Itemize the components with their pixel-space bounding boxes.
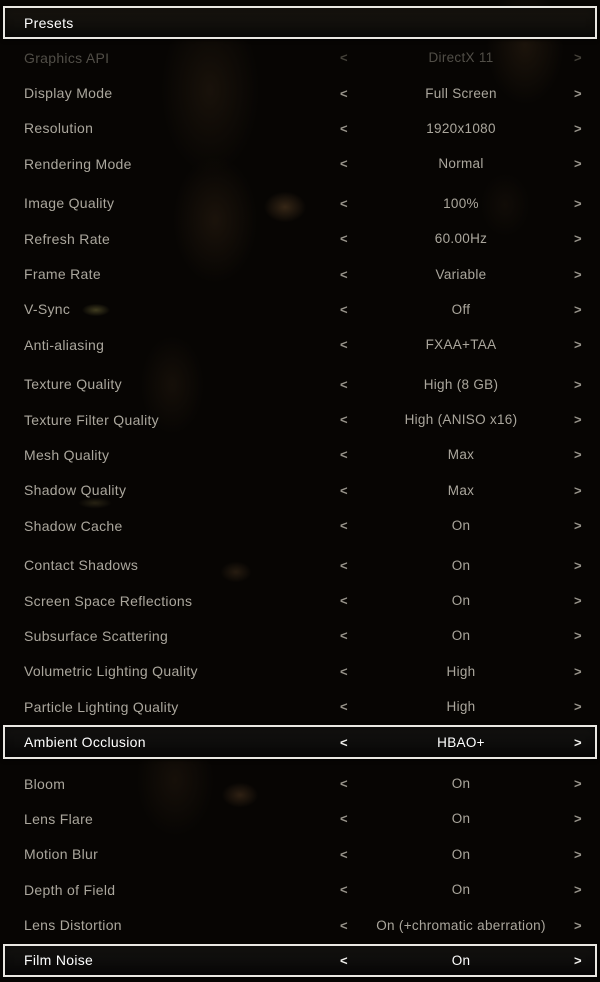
setting-row-shadow-cache[interactable] xyxy=(0,508,600,543)
prev-option-arrow-icon[interactable]: < xyxy=(340,301,348,317)
setting-control xyxy=(338,918,584,933)
prev-option-arrow-icon: < xyxy=(340,50,348,66)
prev-option-arrow-icon[interactable]: < xyxy=(340,628,348,644)
setting-row-graphics-api xyxy=(0,40,600,75)
setting-value: Variable xyxy=(435,266,487,282)
prev-option-arrow-icon[interactable]: < xyxy=(340,557,348,573)
next-option-arrow-icon[interactable]: > xyxy=(574,376,582,392)
setting-control xyxy=(338,377,584,392)
prev-option-arrow-icon[interactable]: < xyxy=(340,699,348,715)
setting-row-anti-aliasing[interactable] xyxy=(0,327,600,362)
setting-control xyxy=(338,121,584,136)
setting-value: High xyxy=(446,663,476,679)
setting-value: FXAA+TAA xyxy=(425,337,497,353)
setting-control xyxy=(338,953,584,968)
setting-control xyxy=(338,882,584,897)
prev-option-arrow-icon[interactable]: < xyxy=(340,337,348,353)
next-option-arrow-icon[interactable]: > xyxy=(574,337,582,353)
setting-label: Mesh Quality xyxy=(24,446,110,463)
presets-row[interactable] xyxy=(3,6,597,39)
prev-option-arrow-icon[interactable]: < xyxy=(340,482,348,498)
prev-option-arrow-icon[interactable]: < xyxy=(340,811,348,827)
setting-value: DirectX 11 xyxy=(428,50,494,66)
next-option-arrow-icon[interactable]: > xyxy=(574,231,582,247)
setting-control xyxy=(338,86,584,101)
setting-control xyxy=(338,699,584,714)
setting-control xyxy=(338,267,584,282)
setting-control xyxy=(338,735,584,750)
setting-row-mesh-quality[interactable] xyxy=(0,437,600,472)
setting-label: Shadow Quality xyxy=(24,482,127,499)
prev-option-arrow-icon[interactable]: < xyxy=(340,412,348,428)
prev-option-arrow-icon[interactable]: < xyxy=(340,231,348,247)
setting-control xyxy=(338,593,584,608)
setting-row-frame-rate[interactable] xyxy=(0,256,600,291)
setting-control xyxy=(338,156,584,171)
prev-option-arrow-icon[interactable]: < xyxy=(340,266,348,282)
setting-label: Graphics API xyxy=(24,49,110,66)
prev-option-arrow-icon[interactable]: < xyxy=(340,776,348,791)
next-option-arrow-icon[interactable]: > xyxy=(574,156,582,172)
setting-row-screen-space-reflections[interactable] xyxy=(0,583,600,618)
setting-label: V-Sync xyxy=(24,301,71,318)
next-option-arrow-icon[interactable]: > xyxy=(574,628,582,644)
setting-label: Contact Shadows xyxy=(24,557,139,574)
next-option-arrow-icon[interactable]: > xyxy=(574,663,582,679)
setting-label: Particle Lighting Quality xyxy=(24,698,179,715)
setting-value: On xyxy=(451,811,471,827)
prev-option-arrow-icon[interactable]: < xyxy=(340,952,348,968)
setting-control xyxy=(338,558,584,573)
setting-value: Off xyxy=(451,301,471,317)
prev-option-arrow-icon[interactable]: < xyxy=(340,593,348,609)
setting-row-refresh-rate[interactable] xyxy=(0,221,600,256)
setting-label: Resolution xyxy=(24,120,94,137)
settings-group xyxy=(0,547,600,758)
prev-option-arrow-icon[interactable]: < xyxy=(340,846,348,862)
next-option-arrow-icon[interactable]: > xyxy=(574,518,582,534)
setting-label: Subsurface Scattering xyxy=(24,627,169,644)
setting-control xyxy=(338,664,584,679)
setting-value: 100% xyxy=(443,195,479,211)
prev-option-arrow-icon[interactable]: < xyxy=(340,734,348,750)
next-option-arrow-icon[interactable]: > xyxy=(574,120,582,136)
setting-row-lens-distortion[interactable] xyxy=(0,907,600,942)
setting-row-lens-flare[interactable] xyxy=(0,801,600,836)
setting-label: Texture Filter Quality xyxy=(24,411,159,428)
prev-option-arrow-icon[interactable]: < xyxy=(340,195,348,211)
setting-value: On xyxy=(451,846,471,862)
setting-control xyxy=(338,50,584,65)
setting-row-bloom[interactable] xyxy=(0,766,600,801)
next-option-arrow-icon[interactable]: > xyxy=(574,557,582,573)
next-option-arrow-icon[interactable]: > xyxy=(574,447,582,463)
setting-label: Volumetric Lighting Quality xyxy=(24,663,198,680)
setting-control xyxy=(338,231,584,246)
presets-label: Presets xyxy=(24,14,74,31)
setting-label: Anti-aliasing xyxy=(24,336,105,353)
next-option-arrow-icon[interactable]: > xyxy=(574,846,582,862)
setting-control xyxy=(338,776,584,791)
setting-label: Motion Blur xyxy=(24,846,99,863)
setting-label: Display Mode xyxy=(24,85,113,102)
setting-row-image-quality[interactable] xyxy=(0,186,600,221)
next-option-arrow-icon[interactable]: > xyxy=(574,301,582,317)
prev-option-arrow-icon[interactable]: < xyxy=(340,882,348,898)
setting-row-contact-shadows[interactable] xyxy=(0,547,600,582)
setting-control xyxy=(338,447,584,462)
setting-value: Full Screen xyxy=(425,85,497,101)
setting-value: On (+chromatic aberration) xyxy=(376,917,546,933)
next-option-arrow-icon[interactable]: > xyxy=(574,593,582,609)
prev-option-arrow-icon[interactable]: < xyxy=(340,518,348,534)
prev-option-arrow-icon[interactable]: < xyxy=(340,917,348,933)
prev-option-arrow-icon[interactable]: < xyxy=(340,156,348,172)
setting-row-texture-quality[interactable] xyxy=(0,367,600,402)
next-option-arrow-icon[interactable]: > xyxy=(574,412,582,428)
setting-label: Refresh Rate xyxy=(24,230,111,247)
setting-label: Lens Distortion xyxy=(24,917,122,934)
setting-label: Ambient Occlusion xyxy=(24,734,146,751)
setting-value: HBAO+ xyxy=(437,734,485,750)
setting-value: High (ANISO x16) xyxy=(404,412,518,428)
next-option-arrow-icon[interactable]: > xyxy=(574,776,582,791)
setting-label: Texture Quality xyxy=(24,376,122,393)
setting-control xyxy=(338,518,584,533)
setting-value: Max xyxy=(447,447,475,463)
setting-label: Frame Rate xyxy=(24,266,101,283)
setting-label: Shadow Cache xyxy=(24,517,123,534)
setting-row-particle-lighting-quality[interactable] xyxy=(0,689,600,724)
setting-value: On xyxy=(451,628,471,644)
setting-control xyxy=(338,483,584,498)
setting-label: Image Quality xyxy=(24,195,115,212)
next-option-arrow-icon[interactable]: > xyxy=(574,917,582,933)
setting-control xyxy=(338,412,584,427)
setting-value: Max xyxy=(447,482,475,498)
setting-row-shadow-quality[interactable] xyxy=(0,473,600,508)
setting-label: Depth of Field xyxy=(24,881,116,898)
setting-value: On xyxy=(451,518,471,534)
setting-value: On xyxy=(451,593,471,609)
settings-group xyxy=(0,367,600,544)
setting-value: 1920x1080 xyxy=(426,120,496,136)
setting-row-rendering-mode[interactable] xyxy=(0,146,600,181)
setting-row-depth-of-field[interactable] xyxy=(0,872,600,907)
setting-control xyxy=(338,337,584,352)
setting-label: Bloom xyxy=(24,775,66,792)
setting-value: 60.00Hz xyxy=(434,231,488,247)
next-option-arrow-icon[interactable]: > xyxy=(574,195,582,211)
setting-row-film-noise[interactable] xyxy=(3,944,597,977)
setting-control xyxy=(338,302,584,317)
setting-row-subsurface-scattering[interactable] xyxy=(0,618,600,653)
next-option-arrow-icon[interactable]: > xyxy=(574,699,582,715)
next-option-arrow-icon[interactable]: > xyxy=(574,85,582,101)
next-option-arrow-icon: > xyxy=(574,50,582,66)
prev-option-arrow-icon[interactable]: < xyxy=(340,85,348,101)
setting-control xyxy=(338,811,584,826)
setting-row-display-mode[interactable] xyxy=(0,75,600,110)
prev-option-arrow-icon[interactable]: < xyxy=(340,120,348,136)
setting-row-volumetric-lighting-quality[interactable] xyxy=(0,654,600,689)
next-option-arrow-icon[interactable]: > xyxy=(574,952,582,968)
setting-value: High (8 GB) xyxy=(423,376,499,392)
settings-group xyxy=(0,186,600,363)
setting-row-resolution[interactable] xyxy=(0,111,600,146)
next-option-arrow-icon[interactable]: > xyxy=(574,482,582,498)
next-option-arrow-icon[interactable]: > xyxy=(574,266,582,282)
setting-value: High xyxy=(446,699,476,715)
setting-label: Screen Space Reflections xyxy=(24,592,193,609)
setting-label: Lens Flare xyxy=(24,810,94,827)
setting-row-motion-blur[interactable] xyxy=(0,837,600,872)
settings-group xyxy=(0,766,600,977)
setting-control xyxy=(338,847,584,862)
setting-label: Rendering Mode xyxy=(24,155,132,172)
setting-value: On xyxy=(451,882,471,898)
setting-value: On xyxy=(451,952,471,968)
setting-control xyxy=(338,628,584,643)
setting-value: On xyxy=(451,557,471,573)
next-option-arrow-icon[interactable]: > xyxy=(574,811,582,827)
next-option-arrow-icon[interactable]: > xyxy=(574,882,582,898)
setting-label: Film Noise xyxy=(24,952,94,969)
setting-row-v-sync[interactable] xyxy=(0,292,600,327)
prev-option-arrow-icon[interactable]: < xyxy=(340,376,348,392)
setting-row-ambient-occlusion[interactable] xyxy=(3,725,597,758)
prev-option-arrow-icon[interactable]: < xyxy=(340,447,348,463)
settings-list xyxy=(0,40,600,978)
prev-option-arrow-icon[interactable]: < xyxy=(340,663,348,679)
next-option-arrow-icon[interactable]: > xyxy=(574,734,582,750)
setting-value: Normal xyxy=(438,156,484,172)
settings-group xyxy=(0,40,600,182)
setting-row-texture-filter-quality[interactable] xyxy=(0,402,600,437)
setting-control xyxy=(338,196,584,211)
setting-value: On xyxy=(451,776,471,791)
